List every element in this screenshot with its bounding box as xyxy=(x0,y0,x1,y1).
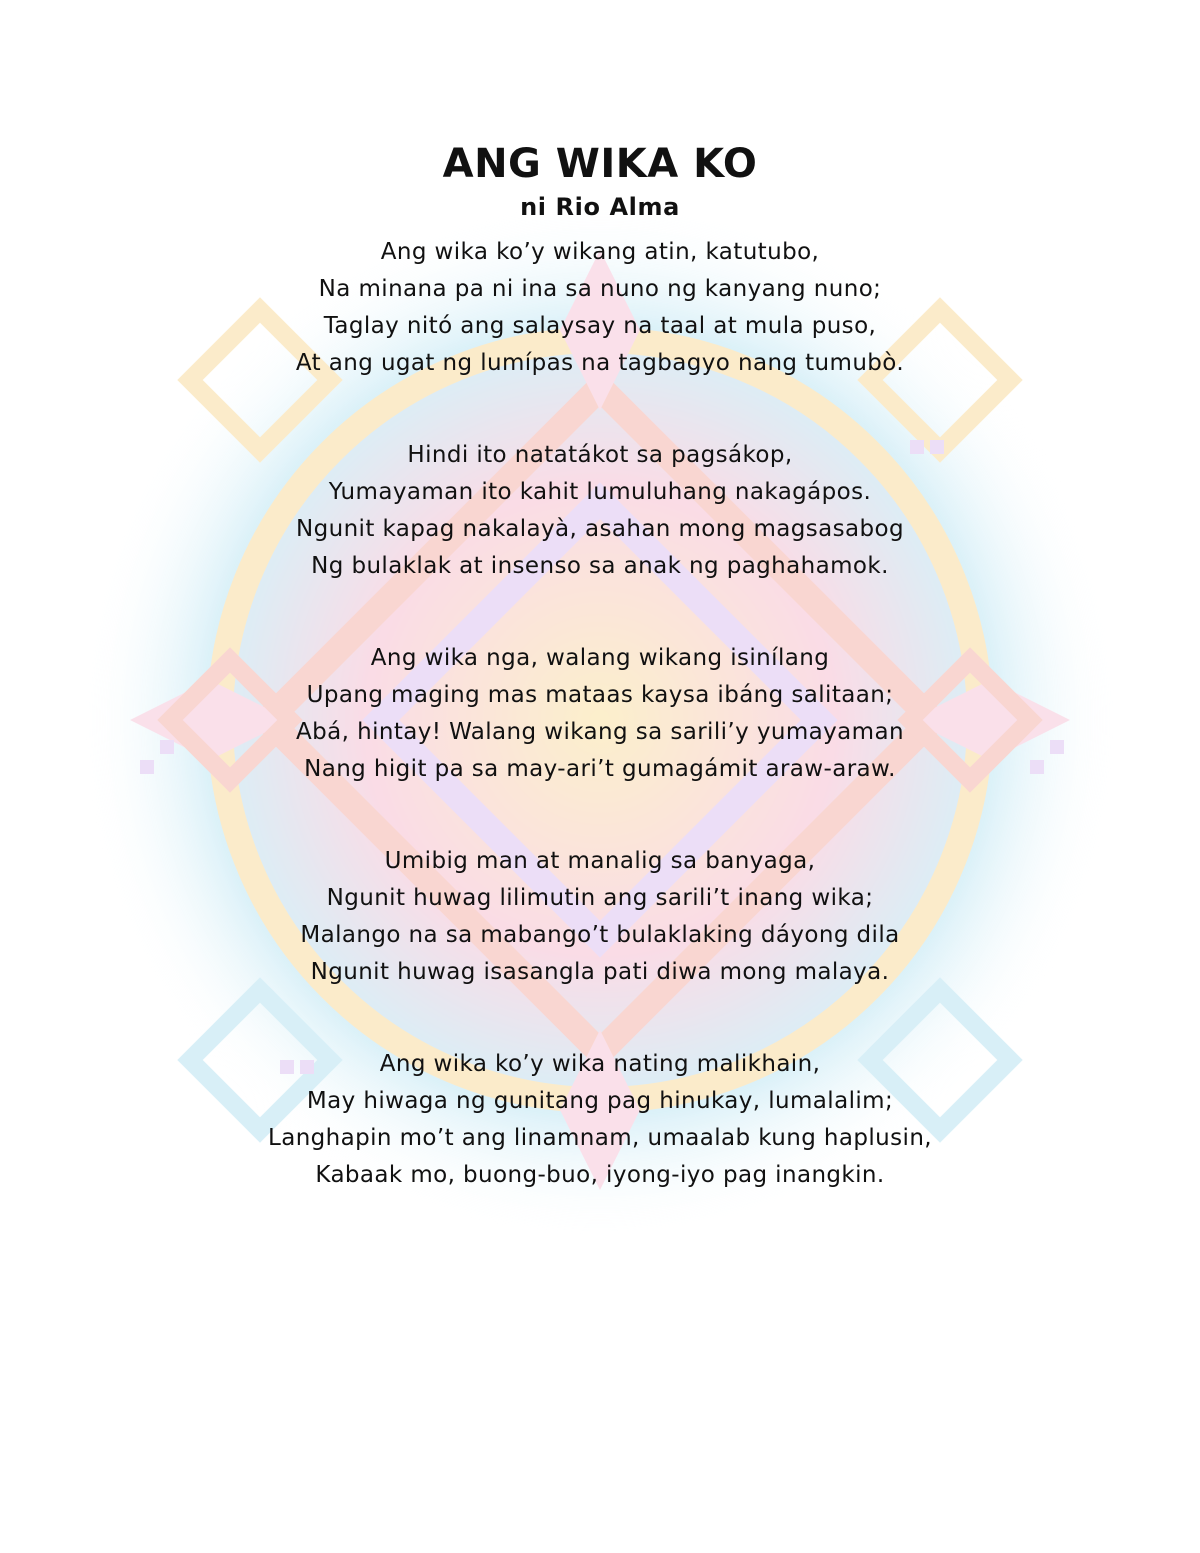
poem-page xyxy=(0,140,1200,1194)
poem-line: Nang higit pa sa may-ari’t gumagámit araw-araw. xyxy=(304,756,896,782)
poem-line: At ang ugat ng lumípas na tagbagyo nang tumubò. xyxy=(295,350,905,376)
stanza-5 xyxy=(0,1046,1200,1194)
poem-line: Yumayaman ito kahit lumuluhang nakagápos. xyxy=(328,479,872,505)
poem-line: Ngunit kapag nakalayà, asahan mong magsasabog xyxy=(295,516,904,542)
poem-line: Ng bulaklak at insenso sa anak ng paghahamok. xyxy=(311,553,889,579)
poem-line: Taglay nitó ang salaysay na taal at mula puso, xyxy=(323,313,877,339)
poem-title: ANG WIKA KO xyxy=(442,141,758,187)
poem-line: Abá, hintay! Walang wikang sa sarili’y yumayaman xyxy=(296,719,904,745)
stanza-4 xyxy=(0,843,1200,991)
poem-line: May hiwaga ng gunitang pag hinukay, lumalalim; xyxy=(306,1088,894,1114)
poem-line: Na minana pa ni ina sa nuno ng kanyang nuno; xyxy=(318,276,882,302)
poem-line: Hindi ito natatákot sa pagsákop, xyxy=(407,442,793,468)
poem-line: Ang wika nga, walang wikang isinílang xyxy=(370,645,830,671)
poem-line: Langhapin mo’t ang linamnam, umaalab kung haplusin, xyxy=(267,1125,933,1151)
poem-line: Ang wika ko’y wikang atin, katutubo, xyxy=(380,239,820,265)
poem-line: Ngunit huwag isasangla pati diwa mong malaya. xyxy=(310,959,890,985)
poem-line: Ngunit huwag lilimutin ang sarili’t inang wika; xyxy=(326,885,874,911)
poem-line: Ang wika ko’y wika nating malikhain, xyxy=(379,1051,821,1077)
poem-line: Kabaak mo, buong-buo, iyong-iyo pag inangkin. xyxy=(315,1162,885,1188)
stanza-1 xyxy=(0,234,1200,382)
poem-line: Umibig man at manalig sa banyaga, xyxy=(384,848,816,874)
stanza-2 xyxy=(0,437,1200,585)
poem-line: Upang maging mas mataas kaysa ibáng salitaan; xyxy=(306,682,894,708)
poem-author: ni Rio Alma xyxy=(520,193,680,221)
stanza-3 xyxy=(0,640,1200,788)
poem-line: Malango na sa mabango’t bulaklaking dáyong dila xyxy=(300,922,900,948)
